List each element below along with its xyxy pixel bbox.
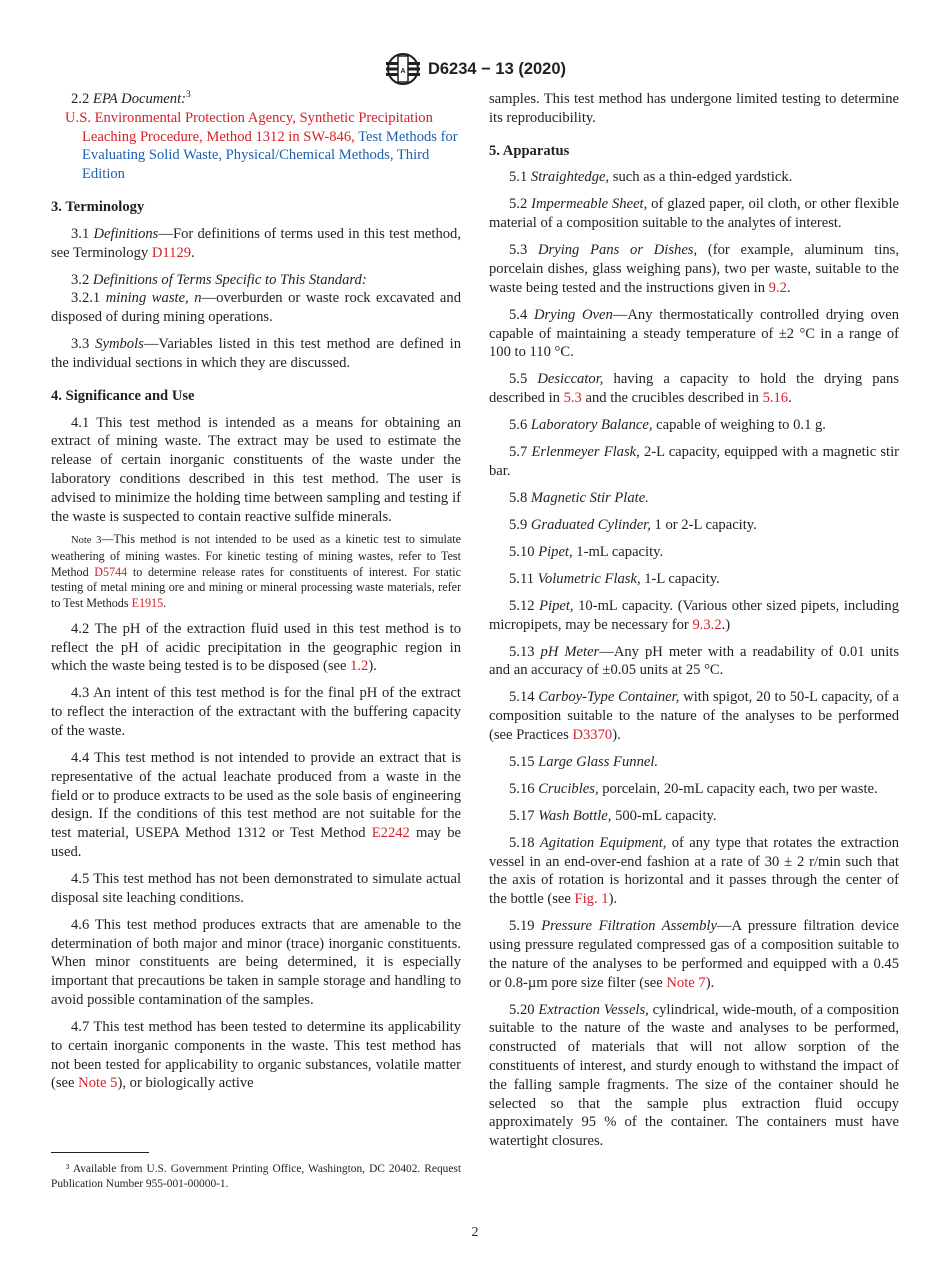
item-end: . (786, 279, 791, 296)
heading-significance: 4. Significance and Use (51, 387, 195, 404)
item-title: pH Meter (540, 643, 600, 660)
section-title: EPA Document: (92, 91, 186, 107)
item-number: 5.7 (509, 444, 532, 461)
apparatus-item-5-17 (489, 807, 899, 826)
term-title: Definitions (93, 225, 159, 242)
para-3-2-1 (51, 289, 461, 327)
note-text: —This method is not intended to be used as a kinetic test to simulate weathering of mining wastes. For kinetic testing of mining wastes, refer to Test Method (51, 532, 461, 579)
heading-terminology: 3. Terminology (51, 198, 145, 215)
item-title: Agitation Equipment, (539, 834, 667, 851)
item-number: 5.8 (509, 489, 531, 506)
item-text: of glazed paper, oil cloth, or other flexible material of a composition suitable to the analytes of interest. (489, 196, 899, 232)
apparatus-item-5-15 (489, 753, 899, 772)
item-number: 5.16 (509, 780, 539, 797)
apparatus-item-5-6 (489, 416, 899, 435)
item-end: ). (608, 891, 618, 908)
item-end: . (788, 390, 792, 407)
item-text: having a capacity to hold the drying pans described in (489, 371, 899, 407)
item-text: (for example, aluminum tins, porcelain dishes, glass weighing pans), two per waste, suitable to the waste being tested and the instructions given in (489, 242, 900, 296)
item-title: Straightedge, (530, 169, 610, 186)
section-number: 2.2 (71, 91, 90, 107)
item-number: 5.12 (509, 597, 540, 614)
epa-reference (51, 109, 461, 184)
item-title: Impermeable Sheet, (531, 196, 648, 213)
page-number: 2 (471, 1225, 479, 1240)
item-text: cylindrical, wide-mouth, of a composition suitable to the nature of the waste and analyses to be performed, constructed of materials that will not allow sorption of the constituents of interest, and sturdy enough to withstand the impact of the falling sample fragments. The size of the container should he selected so that the sample plus extraction fluid occupy approximately 95 % of the container. The containers must have watertight closures. (489, 1001, 899, 1150)
section-2-2 (51, 90, 461, 109)
para-4-4 (51, 749, 461, 862)
item-title: Pipet, (539, 597, 574, 614)
para-text: —Variables listed in this test method are defined in the individual sections in which they are discussed. (51, 336, 461, 371)
apparatus-item-5-5 (489, 370, 899, 408)
item-number: 5.20 (509, 1001, 539, 1018)
para-4-7-continued: samples. This test method has undergone limited testing to determine its reproducibility. (489, 91, 899, 126)
section-number: 3.2 (71, 271, 90, 288)
item-title: Erlenmeyer Flask, (531, 444, 640, 461)
e1915-link[interactable]: E1915 (131, 596, 164, 611)
apparatus-item-5-20 (489, 1001, 899, 1151)
item-number: 5.14 (509, 689, 539, 706)
heading-apparatus: 5. Apparatus (489, 142, 570, 159)
left-column (51, 90, 461, 1101)
note-5-link[interactable]: Note 5 (78, 1075, 118, 1092)
para-text: 4.7 This test method has been tested to determine its applicability to certain inorganic components in the waste. This test method has not been tested for applicability to organic substances, volatile matter (see (51, 1018, 461, 1092)
apparatus-item-5-10 (489, 543, 899, 562)
para-4-1: 4.1 This test method is intended as a means for obtaining an extract of mining waste. The extract may be used to estimate the release of certain inorganic constituents of the waste under the laboratory conditions described in this test method. The user is advised to minimize the holding time between sampling and testing if the waste is suspected to contain reactive sulfide minerals. (51, 414, 461, 525)
item-text: 500-mL capacity. (611, 807, 717, 824)
item-end: ). (612, 726, 621, 743)
item-number: 5.3 (509, 242, 538, 259)
item-number: 5.6 (509, 417, 531, 434)
item-number: 5.15 (509, 753, 539, 770)
cross-ref-link[interactable]: 9.2 (768, 279, 787, 296)
apparatus-item-5-19 (489, 917, 899, 992)
footnote-divider (51, 1152, 149, 1153)
para-4-3: 4.3 An intent of this test method is for the final pH of the extract to reflect the interaction of the extractant with the buffering capacity of the waste. (51, 685, 461, 739)
item-title: Carboy-Type Container, (538, 689, 680, 706)
item-number: 5.9 (509, 516, 531, 533)
item-title: Desiccator, (537, 371, 604, 388)
para-3-2 (51, 271, 461, 290)
cross-ref-link[interactable]: 9.3.2 (692, 616, 722, 633)
cross-ref-link[interactable]: 5.3 (563, 390, 582, 407)
footnote-3: ³ Available from U.S. Government Printing Office, Washington, DC 20402. Request Publication Number 955-001-00000-1. (51, 1163, 461, 1190)
item-number: 5.4 (509, 306, 534, 323)
page-header (0, 52, 950, 86)
apparatus-item-5-1 (489, 168, 899, 187)
para-end: ), or biologically active (117, 1075, 254, 1092)
item-text: 1 or 2-L capacity. (650, 516, 757, 533)
para-text: —overburden or waste rock excavated and disposed of during mining operations. (51, 290, 462, 326)
para-text: 4.4 This test method is not intended to provide an extract that is representative of the actual leachate produced from a waste in the field or to produce extracts to be used as the sole basis of engineering design. If the conditions of this test method are not suitable for the test material, USEPA Method 1312 or Test Method (51, 749, 461, 842)
item-title: Wash Bottle, (538, 807, 612, 824)
item-text: of any type that rotates the extraction vessel in an end-over-end fashion at a rate of 30 ± 2 r/min such that the axis of rotation is horizontal and it passes through the center of the bottle (see (489, 834, 899, 908)
para-end: ). (368, 658, 377, 675)
term-title: Symbols (95, 336, 144, 353)
item-title: Crucibles, (538, 780, 599, 797)
item-text: 1-L capacity. (640, 570, 720, 587)
item-title: Graduated Cylinder, (530, 516, 651, 533)
para-end: may be used. (51, 825, 461, 860)
apparatus-item-5-2 (489, 195, 899, 233)
section-number: 3.2.1 (71, 290, 101, 307)
section-1-2-link[interactable]: 1.2 (350, 658, 369, 675)
item-number: 5.13 (509, 643, 541, 660)
item-text: porcelain, 20-mL capacity each, two per waste. (598, 780, 878, 797)
footnote-marker: 3 (186, 90, 191, 101)
section-number: 3.3 (71, 336, 90, 353)
apparatus-item-5-3 (489, 241, 899, 297)
apparatus-item-5-16 (489, 780, 899, 799)
item-text: 1-mL capacity. (572, 543, 664, 560)
item-number: 5.17 (509, 807, 539, 824)
cross-ref-link[interactable]: 5.16 (762, 390, 789, 407)
item-end: ). (705, 974, 715, 991)
apparatus-item-5-18 (489, 834, 899, 909)
para-4-6: 4.6 This test method produces extracts that are amenable to the determination of both major and minor (trace) inorganic constituents. When minor constituents are being determined, it is especially important that precautions be taken in sample storage and handling to avoid possible contamination of the samples. (51, 916, 461, 1008)
right-column (489, 90, 899, 1159)
note-3 (51, 532, 461, 612)
apparatus-item-5-8 (489, 489, 899, 508)
item-text: 10-mL capacity. (Various other sized pipets, including micropipets, may be necessary for (489, 597, 900, 633)
item-text: such as a thin-edged yardstick. (609, 169, 793, 186)
item-title: Magnetic Stir Plate. (530, 489, 649, 506)
para-4-7 (51, 1018, 461, 1093)
apparatus-item-5-4 (489, 306, 899, 362)
document-id: D6234 − 13 (2020) (427, 59, 567, 78)
item-title: Pipet, (538, 543, 573, 560)
item-number: 5.19 (509, 918, 542, 935)
para-text: 4.2 The pH of the extraction fluid used in this test method is to reflect the pH of acidic precipitation in the geographic region in which the waste being tested is to be disposed (see (51, 620, 461, 675)
cross-ref-link[interactable]: Fig. 1 (574, 891, 609, 908)
apparatus-list (489, 168, 899, 1151)
cross-ref-link[interactable]: D3370 (572, 726, 613, 743)
item-number: 5.10 (509, 543, 539, 560)
sw846-reference-link[interactable]: Test Methods for Evaluating Solid Waste, Physical/Chemical Methods, Third Edition (82, 128, 458, 183)
para-4-2 (51, 620, 461, 676)
item-title: Pressure Filtration Assembly (541, 918, 717, 935)
item-text: and the crucibles described in (581, 390, 763, 407)
para-4-5: 4.5 This test method has not been demonstrated to simulate actual disposal site leaching conditions. (51, 870, 461, 906)
item-number: 5.1 (509, 169, 531, 186)
item-text: —Any thermostatically controlled drying oven capable of maintaining a steady temperature of ±2 °C in a range of 100 to 110 °C. (489, 306, 899, 361)
item-number: 5.5 (509, 371, 538, 388)
apparatus-item-5-13 (489, 643, 899, 681)
apparatus-item-5-11 (489, 570, 899, 589)
note-end: . (163, 596, 167, 611)
epa-reference-link[interactable]: U.S. Environmental Protection Agency, Synthetic Precipitation Leaching Procedure, Method 1312 in SW-846, (65, 109, 433, 145)
item-text: 2-L capacity, equipped with a magnetic stir bar. (489, 444, 900, 479)
item-end: .) (721, 616, 731, 633)
item-title: Volumetric Flask, (537, 570, 641, 587)
item-number: 5.11 (509, 570, 538, 587)
section-number: 3.1 (71, 225, 90, 242)
para-3-1 (51, 225, 461, 263)
item-title: Laboratory Balance, (530, 417, 653, 434)
svg-text:A: A (400, 68, 406, 75)
term-title: mining waste, n (105, 290, 202, 307)
apparatus-item-5-9 (489, 516, 899, 535)
apparatus-item-5-7 (489, 443, 899, 481)
item-title: Large Glass Funnel. (538, 753, 659, 770)
item-number: 5.2 (509, 196, 532, 213)
apparatus-item-5-14 (489, 688, 899, 744)
d1129-link[interactable]: D1129 (151, 244, 192, 261)
para-3-3 (51, 335, 461, 373)
item-number: 5.18 (509, 834, 540, 851)
note-label: Note 3 (71, 535, 102, 547)
para-text: —For definitions of terms used in this test method, see Terminology (51, 225, 462, 261)
astm-logo-icon (384, 52, 422, 86)
item-text: —A pressure filtration device using pressure regulated compressed gas of a composition suitable to the nature of the analyses to be performed and equipped with a 0.45 or 0.8-µm pore size filter (see (489, 918, 900, 991)
apparatus-item-5-12 (489, 597, 899, 635)
cross-ref-link[interactable]: Note 7 (666, 974, 706, 991)
item-text: with spigot, 20 to 50-L capacity, of a composition suitable to the nature of the analyses to be performed (see Practices (489, 689, 900, 743)
item-text: —Any pH meter with a readability of 0.01 units and an accuracy of ±0.05 units at 25 °C. (489, 643, 899, 679)
d5744-link[interactable]: D5744 (94, 564, 128, 579)
e2242-link[interactable]: E2242 (371, 825, 410, 842)
item-title: Drying Oven (533, 306, 613, 323)
para-end: . (191, 244, 195, 261)
item-text: capable of weighing to 0.1 g. (652, 417, 826, 434)
term-title: Definitions of Terms Specific to This Standard: (92, 271, 367, 288)
item-title: Drying Pans or Dishes, (538, 242, 698, 259)
note-text: to determine release rates for constituents of interest. For static testing of metal mining ore and mining or mineral processing waste materials, refer to Test Methods (51, 564, 461, 611)
item-title: Extraction Vessels, (538, 1001, 649, 1018)
